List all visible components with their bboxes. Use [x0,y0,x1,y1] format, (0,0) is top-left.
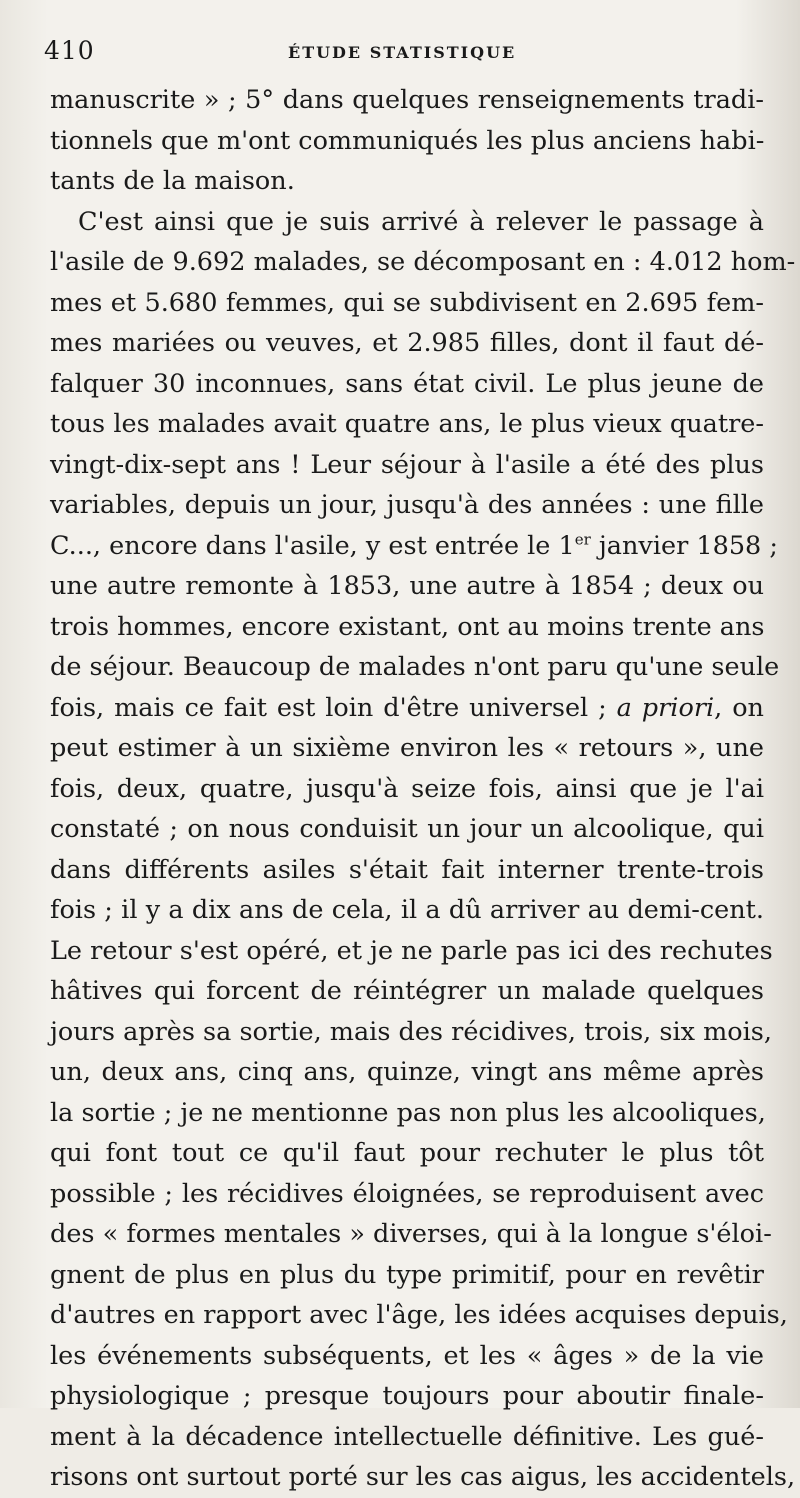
ordinal-superscript: er [574,530,591,548]
text-line: d'autres en rapport avec l'âge, les idées acquises depuis, [50,1300,788,1330]
text-line [50,688,764,729]
text-line: des « formes mentales » diverses, qui à la longue s'éloi- [50,1219,772,1249]
text-line: l'asile de 9.692 malades, se décomposant en : 4.012 hom- [50,247,796,277]
text-line: physiologique ; presque toujours pour aboutir finale- [50,1381,764,1411]
body-text [50,80,796,1498]
text-line: variables, depuis un jour, jusqu'à des années : une fille [50,490,764,520]
text-line: mes et 5.680 femmes, qui se subdivisent en 2.695 fem- [50,287,764,318]
text-line: hâtives qui forcent de réintégrer un malade quelques [50,976,764,1006]
text-segment: C..., encore dans l'asile, y est entrée le 1 [50,530,575,561]
text-line: peut estimer à un sixième environ les « retours », une [50,733,764,763]
running-title: ÉTUDE STATISTIQUE [288,43,517,62]
text-segment: janvier 1858 ; [590,530,778,561]
text-line: qui font tout ce qu'il faut pour rechuter le plus tôt [50,1138,764,1168]
text-line: jours après sa sortie, mais des récidives, trois, six mois, [50,1016,772,1047]
text-line: constaté ; on nous conduisit un jour un alcoolique, qui [50,814,764,844]
text-segment: fois, mais ce fait est loin d'être universel ; [50,692,617,723]
text-line: fois, deux, quatre, jusqu'à seize fois, ainsi que je l'ai [50,773,764,804]
text-line: vingt-dix-sept ans ! Leur séjour à l'asile a été des plus [50,449,764,480]
text-line: Le retour s'est opéré, et je ne parle pas ici des rechutes [50,935,773,966]
text-line: une autre remonte à 1853, une autre à 1854 ; deux ou [50,571,764,601]
page-number: 410 [44,36,95,65]
text-line: ment à la décadence intellectuelle définitive. Les gué- [50,1421,764,1452]
text-line: falquer 30 inconnues, sans état civil. Le plus jeune de [50,368,764,399]
text-line: fois ; il y a dix ans de cela, il a dû arriver au demi-cent. [50,895,764,925]
text-line: tionnels que m'ont communiqués les plus anciens habi- [50,125,765,156]
text-line: tants de la maison. [50,166,295,196]
text-line: manuscrite » ; 5° dans quelques renseignements tradi- [50,85,764,115]
text-line: mes mariées ou veuves, et 2.985 filles, dont il faut dé- [50,328,764,358]
text-line: tous les malades avait quatre ans, le plus vieux quatre- [50,409,764,439]
text-line: de séjour. Beaucoup de malades n'ont paru qu'une seule [50,652,780,682]
text-line: dans différents asiles s'était fait interner trente-trois [50,854,764,885]
text-segment: , on [714,692,764,723]
text-line: C'est ainsi que je suis arrivé à relever le passage à [78,206,764,237]
italic-phrase: a priori [616,692,715,723]
page-header [44,36,740,72]
text-line: la sortie ; je ne mentionne pas non plus les alcooliques, [50,1097,766,1128]
text-line: un, deux ans, cinq ans, quinze, vingt ans même après [50,1057,764,1087]
text-line: risons ont surtout porté sur les cas aigus, les accidentels, [50,1462,796,1492]
text-line: trois hommes, encore existant, ont au moins trente ans [50,611,765,642]
text-line: gnent de plus en plus du type primitif, pour en revêtir [50,1259,764,1290]
text-line [50,526,778,567]
text-line: les événements subséquents, et les « âges » de la vie [50,1340,764,1371]
text-line: possible ; les récidives éloignées, se reproduisent avec [50,1178,764,1209]
